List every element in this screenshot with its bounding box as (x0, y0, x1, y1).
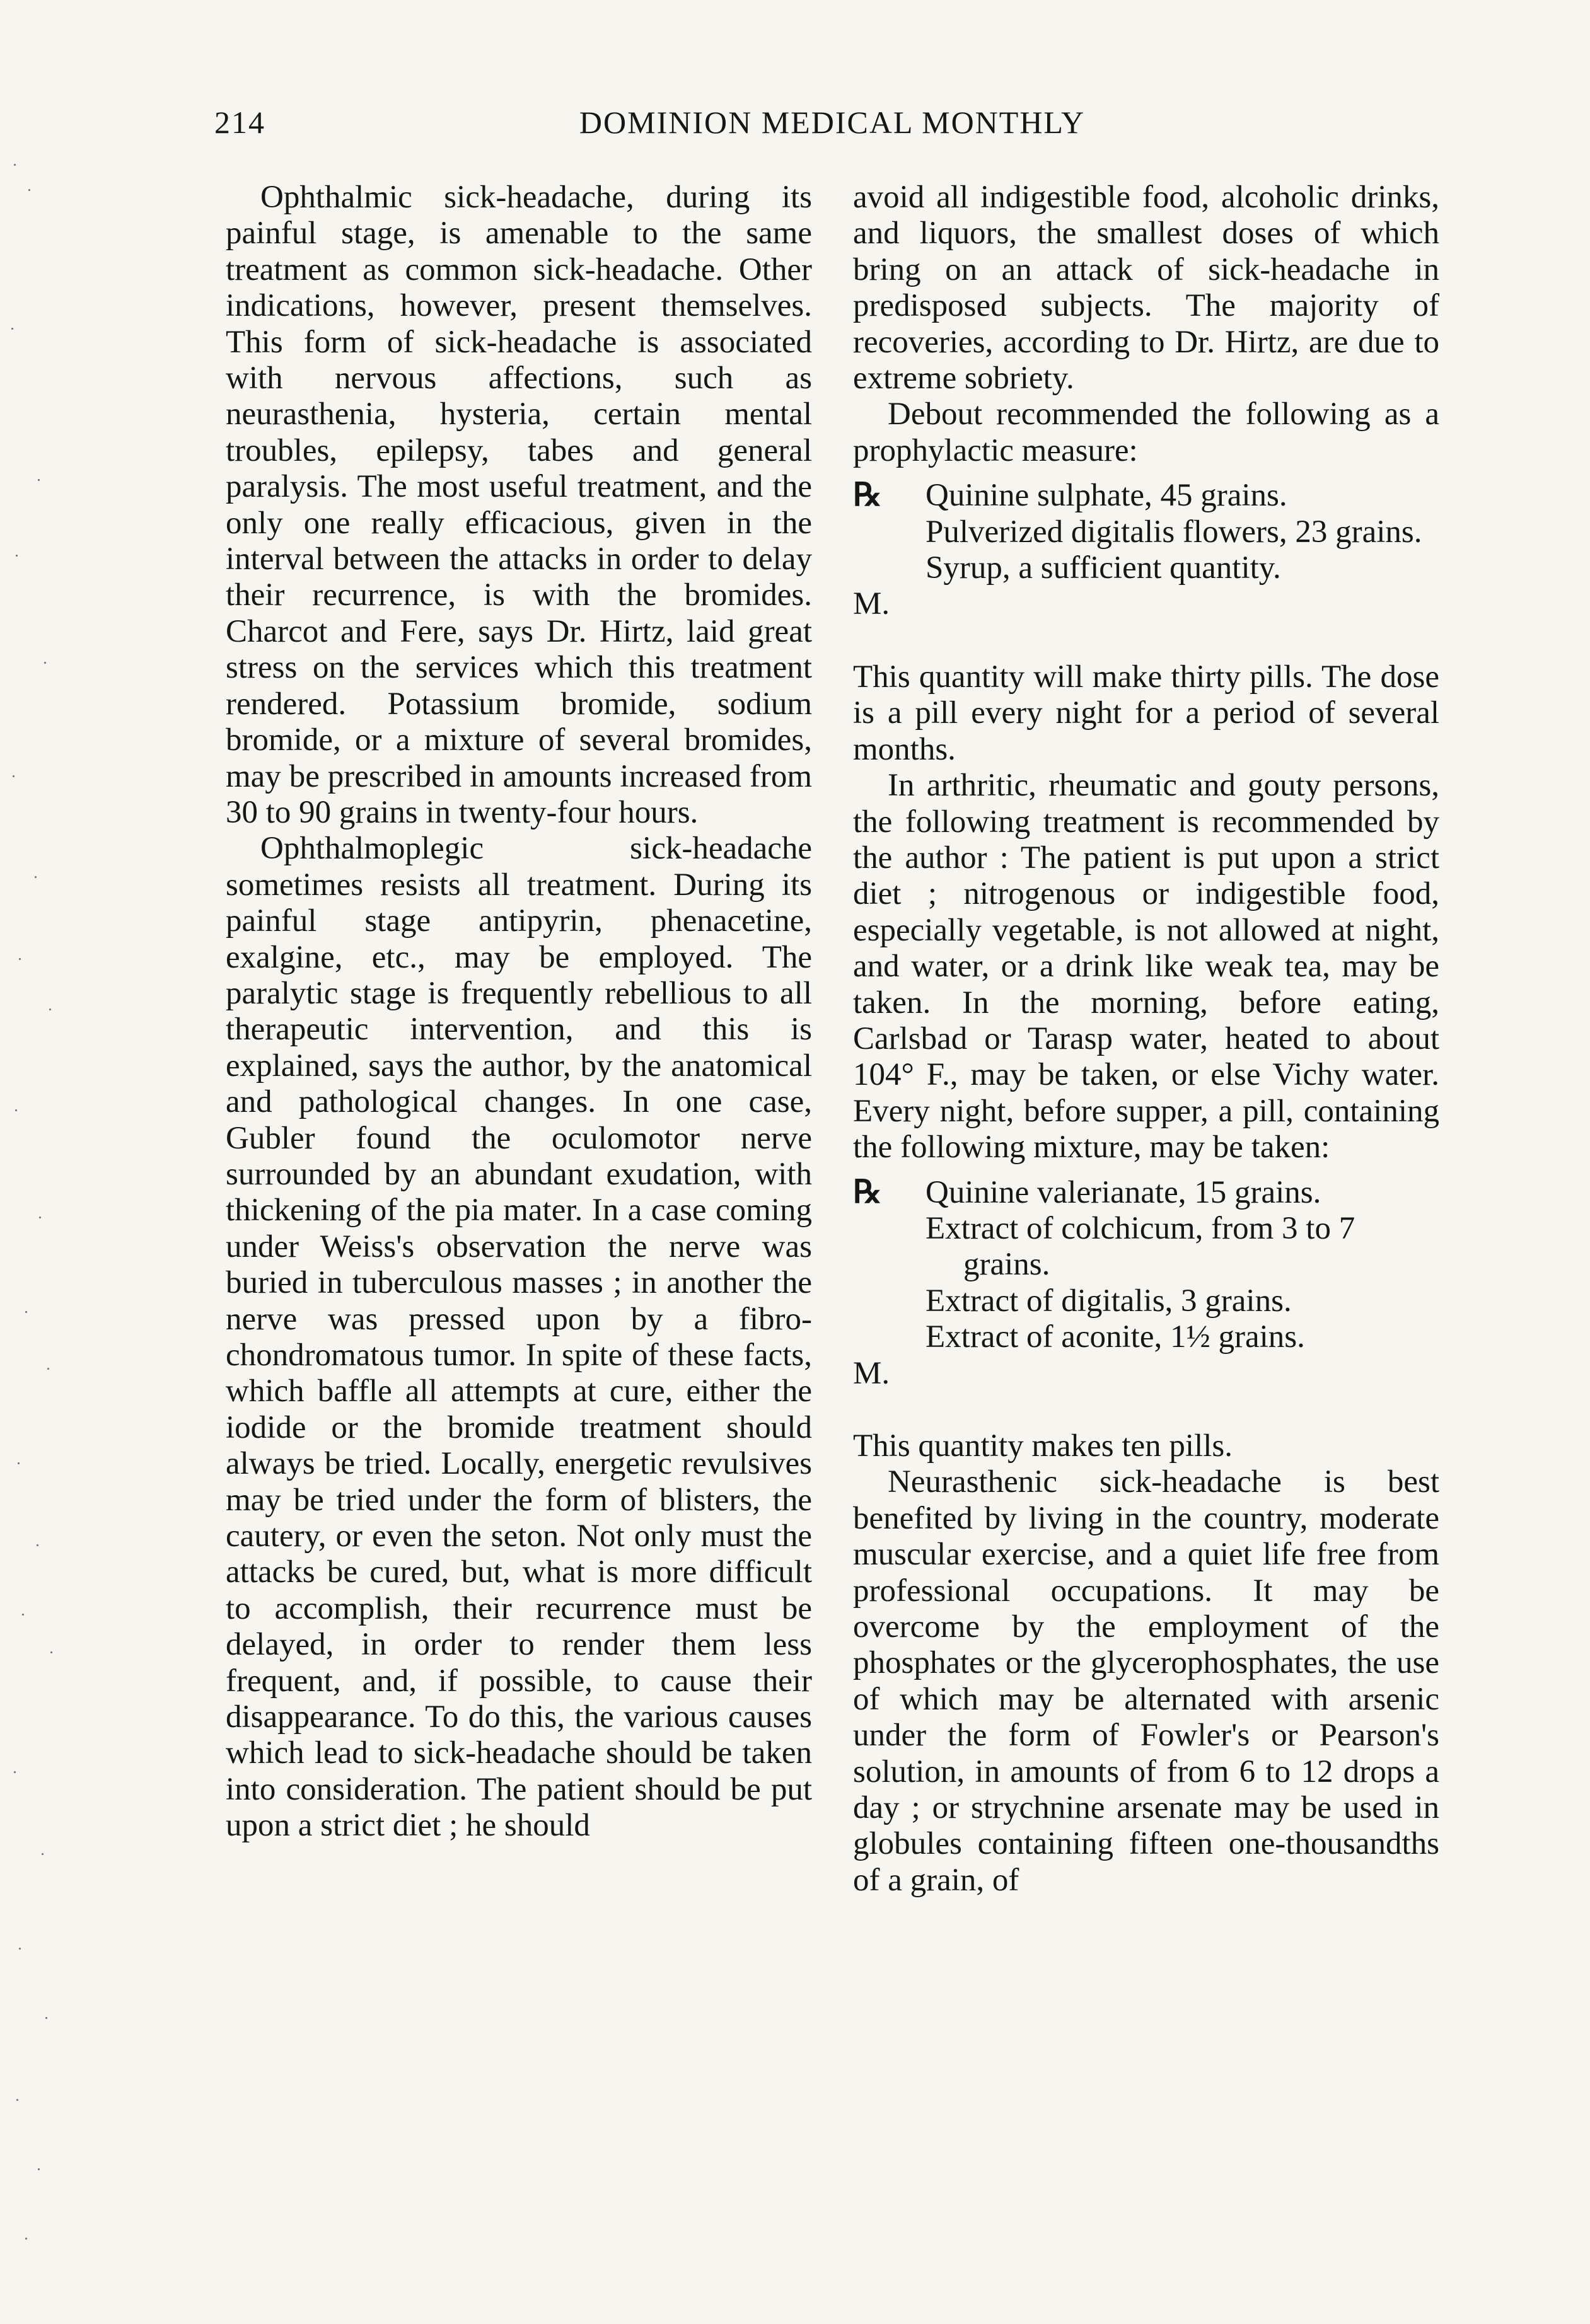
prescription-line: Quinine valerianate, 15 grains. (926, 1174, 1321, 1210)
running-head: DOMINION MEDICAL MONTHLY (579, 105, 1086, 140)
scan-speck (13, 775, 15, 777)
scan-speck (50, 1651, 52, 1653)
left-column (226, 180, 812, 1844)
prescription-line: Extract of colchicum, from 3 to 7 grains. (926, 1210, 1355, 1283)
scan-speck (25, 2238, 27, 2240)
prescription-1 (853, 478, 1439, 586)
scan-speck (18, 1462, 20, 1464)
prescription-2 (853, 1175, 1439, 1356)
scan-speck (37, 1544, 38, 1546)
scan-margin-specks (0, 0, 101, 2324)
scan-speck (16, 555, 18, 557)
scan-speck (38, 2168, 40, 2170)
scan-speck (45, 2017, 47, 2019)
scan-speck (19, 1948, 21, 1950)
paragraph-ten-pills: This quantity makes ten pills. (853, 1428, 1233, 1464)
scan-speck (35, 876, 37, 878)
paragraph-arthritic: In arthritic, rheumatic and gouty persons, the following treatment is recommended by the author : The patient is put upon a strict diet ; nitrogenous or indigestible food, especially vegetable, is not allowed at night, and water, or a drink like weak tea, may be taken. In the morning, before eating, Carlsbad or Tarasp water, heated to about 104° F., may be taken, or else Vichy water. Every night, before supper, a pill, containing the following mixture, may be taken: (853, 768, 1439, 1165)
scan-speck (39, 1217, 41, 1218)
prescription-line: Syrup, a sufficient quantity. (926, 550, 1281, 586)
paragraph-ophthalmic: Ophthalmic sick-headache, during its painful stage, is amenable to the same treatment as common sick-headache. Other indications, however, present themselves. This form of sick-headache is associated with nervous affections, such as neurasthenia, hysteria, certain mental troubles, epilepsy, tabes and general paralysis. The most useful treatment, and the only one really efficacious, given in the interval between the attacks in order to delay their recurrence, is with the bromides. Charcot and Fere, says Dr. Hirtz, laid great stress on the services which this treatment rendered. Potassium bromide, sodium bromide, or a mixture of several bromides, may be prescribed in amounts increased from 30 to 90 grains in twenty-four hours. (226, 180, 812, 830)
scan-speck (28, 189, 30, 191)
misce-label: M. (853, 586, 890, 622)
recipe-symbol: ℞ (853, 478, 882, 514)
prescription-line: Extract of aconite, 1½ grains. (926, 1319, 1305, 1355)
right-column (853, 180, 1439, 1899)
scan-speck (14, 164, 16, 166)
prescription-line: Quinine sulphate, 45 grains. (926, 478, 1287, 514)
scan-speck (15, 1109, 17, 1111)
scan-speck (16, 2099, 18, 2101)
scan-speck (38, 479, 40, 481)
recipe-symbol: ℞ (853, 1174, 882, 1210)
paragraph-neurasthenic: Neurasthenic sick-headache is best benefited by living in the country, moderate muscular exercise, and a quiet life free from professional occupations. It may be overcome by the employment of the phosphates or the glycerophosphates, the use of which may be alternated with arsenic under the form of Fowler's or Pearson's solution, in amounts of from 6 to 12 drops a day ; or strychnine arsenate may be used in globules containing fifteen one-thousandths of a grain, of (853, 1464, 1439, 1898)
scan-speck (49, 1009, 51, 1010)
page-number: 214 (214, 105, 265, 140)
paragraph-diet-continued: avoid all indigestible food, alcoholic drinks, and liquors, the smallest doses of which bring on an attack of sick-headache in predisposed subjects. The majority of recoveries, according to Dr. Hirtz, are due to extreme sobriety. (853, 180, 1439, 396)
scan-speck (19, 958, 21, 960)
scan-speck (22, 1614, 24, 1616)
paragraph-thirty-pills: This quantity will make thirty pills. The dose is a pill every night for a period of several months. (853, 659, 1439, 767)
paragraph-ophthalmoplegic: Ophthalmoplegic sick-headache sometimes resists all treatment. During its painful stage antipyrin, phenacetine, exalgine, etc., may be employed. The paralytic stage is frequently rebellious to all therapeutic intervention, and this is explained, says the author, by the anatomical and pathological changes. In one case, Gubler found the oculomotor nerve surrounded by an abundant exudation, with thickening of the pia mater. In a case coming under Weiss's observation the nerve was buried in tuberculous masses ; in another the nerve was pressed upon by a fibro-chondromatous tumor. In spite of these facts, which baffle all attempts at cure, either the iodide or the bromide treatment should always be tried. Locally, energetic revulsives may be tried under the form of blisters, the cautery, or even the seton. Not only must the attacks be cured, but, what is more difficult to accomplish, their recurrence must be delayed, in order to render them less frequent, and, if possible, to cause their disappearance. To do this, the various causes which lead to sick-headache should be taken into consideration. The patient should be put upon a strict diet ; he should (226, 831, 812, 1844)
paragraph-debout: Debout recommended the following as a prophylactic measure: (853, 396, 1439, 468)
scan-speck (25, 1311, 27, 1313)
prescription-line: Pulverized digitalis flowers, 23 grains. (926, 514, 1422, 550)
scan-speck (44, 662, 46, 664)
prescription-line: Extract of digitalis, 3 grains. (926, 1283, 1292, 1319)
scan-speck (14, 1771, 16, 1773)
scan-speck (47, 1368, 49, 1370)
scan-speck (11, 328, 13, 330)
scan-speck (42, 1853, 44, 1855)
misce-label: M. (853, 1355, 890, 1391)
page-header (214, 104, 1450, 148)
